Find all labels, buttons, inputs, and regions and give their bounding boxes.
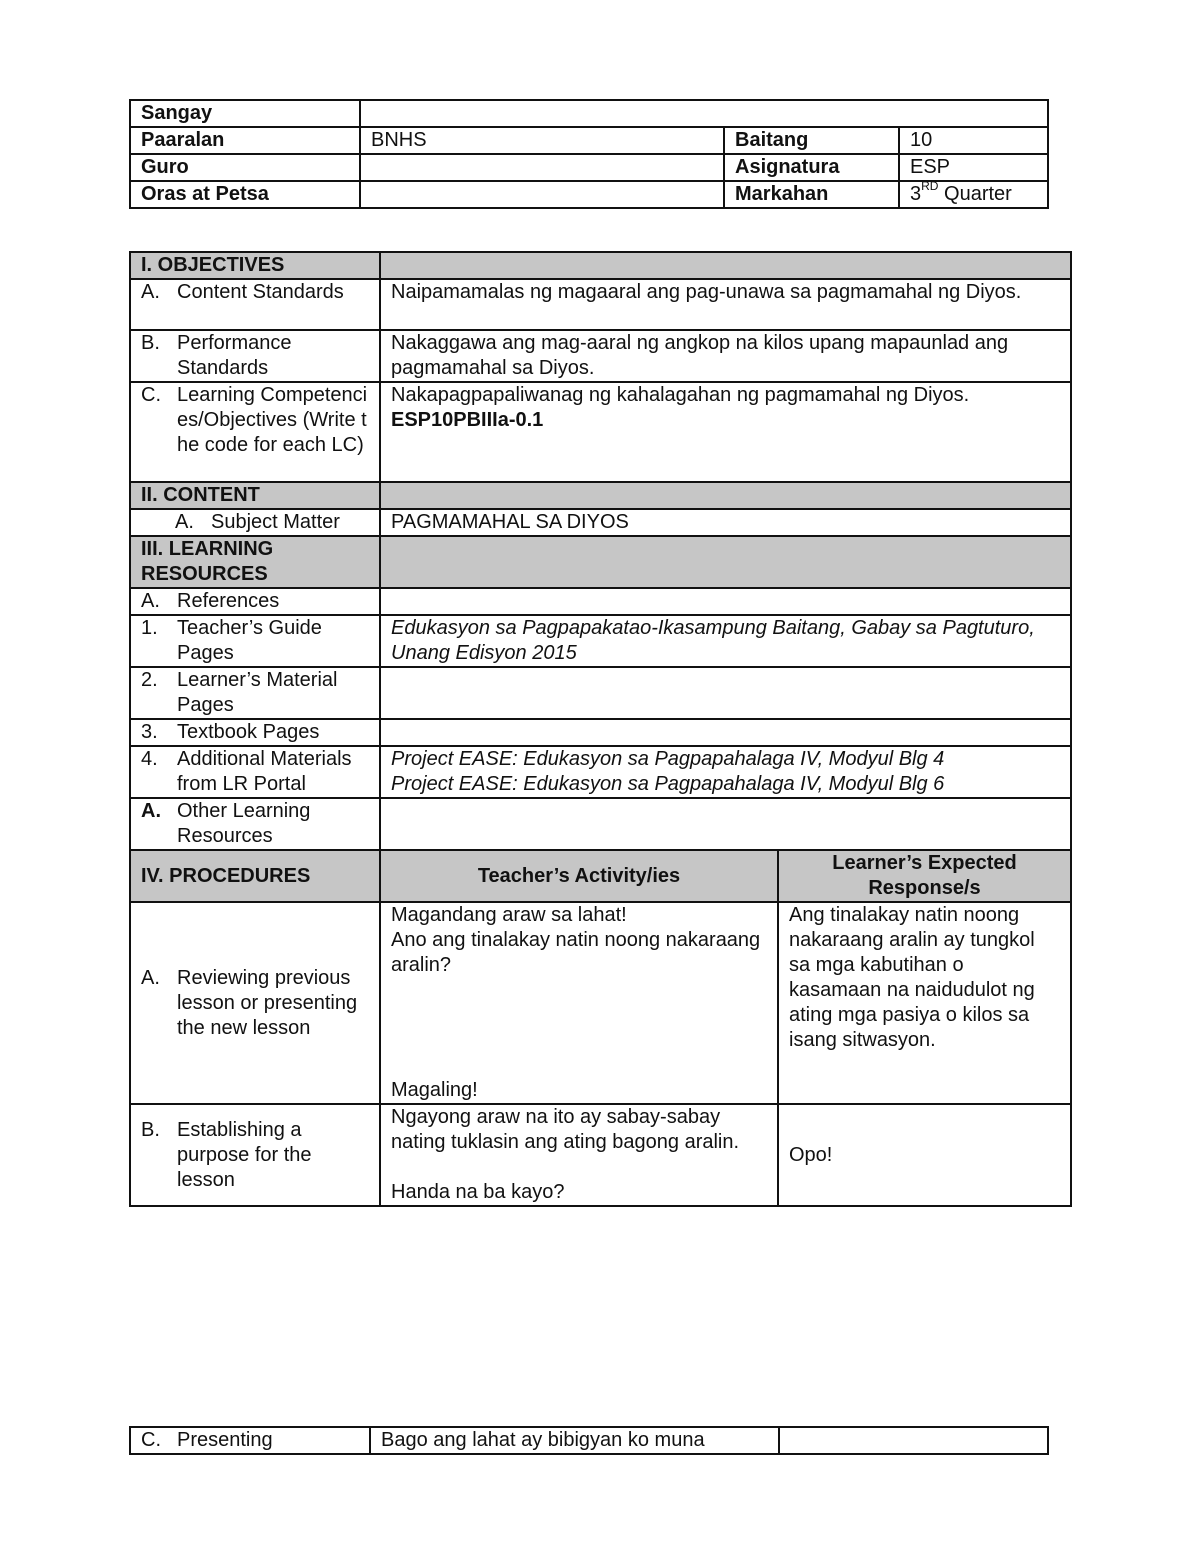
guro-value bbox=[360, 154, 724, 181]
baitang-value: 10 bbox=[899, 127, 1048, 154]
asignatura-label: Asignatura bbox=[724, 154, 899, 181]
guro-label: Guro bbox=[130, 154, 360, 181]
presenting-teacher-activity: Bago ang lahat ay bibigyan ko muna bbox=[370, 1427, 779, 1454]
reviewing-learner-response: Ang tinalakay natin noong nakaraang aralin ay tungkol sa mga kabutihan o kasamaan na naidudulot ng ating mga pasiya o kilos sa isang sitwasyon. bbox=[778, 902, 1071, 1104]
other-resources-label: A. Other Learning Resources bbox=[130, 798, 380, 850]
subject-matter-label: A. Subject Matter bbox=[130, 509, 380, 536]
presenting-label: C. Presenting bbox=[130, 1427, 370, 1454]
competency-code: ESP10PBIIIa-0.1 bbox=[391, 409, 544, 431]
markahan-num: 3 bbox=[910, 183, 922, 205]
textbook-pages-label: 3. Textbook Pages bbox=[130, 719, 380, 746]
learning-competencies-label: C. Learning Competencies/Objectives (Write the code for each LC) bbox=[130, 382, 380, 482]
content-heading: II. CONTENT bbox=[130, 482, 380, 509]
presenting-learner-response bbox=[779, 1427, 1048, 1454]
content-standards-value: Naipamamalas ng magaaral ang pag-unawa sa pagmamahal ng Diyos. bbox=[380, 279, 1071, 330]
oras-value bbox=[360, 181, 724, 208]
teachers-guide-value: Edukasyon sa Pagpapakatao-Ikasampung Baitang, Gabay sa Pagtuturo, Unang Edisyon 2015 bbox=[380, 615, 1071, 667]
establishing-purpose-label: B. Establishing a purpose for the lesson bbox=[130, 1104, 380, 1206]
sangay-value bbox=[360, 100, 1048, 127]
paaralan-label: Paaralan bbox=[130, 127, 360, 154]
learner-response-header: Learner’s Expected Response/s bbox=[778, 850, 1071, 902]
markahan-value bbox=[899, 181, 1048, 208]
learners-material-label: 2. Learner’s Material Pages bbox=[130, 667, 380, 719]
reviewing-teacher-activity: Magandang araw sa lahat! Ano ang tinalakay natin noong nakaraang aralin? Magaling! bbox=[380, 902, 778, 1104]
objectives-heading: I. OBJECTIVES bbox=[130, 252, 380, 279]
additional-materials-value: Project EASE: Edukasyon sa Pagpapahalaga IV, Modyul Blg 4 Project EASE: Edukasyon sa Pagpapahalaga IV, Modyul Blg 6 bbox=[380, 746, 1071, 798]
markahan-rest: Quarter bbox=[938, 183, 1012, 205]
content-standards-label: A. Content Standards bbox=[130, 279, 380, 330]
oras-label: Oras at Petsa bbox=[130, 181, 360, 208]
establishing-learner-response: Opo! bbox=[778, 1104, 1071, 1206]
performance-standards-value: Nakaggawa ang mag-aaral ng angkop na kilos upang mapaunlad ang pagmamahal sa Diyos. bbox=[380, 330, 1071, 382]
additional-materials-label: 4. Additional Materials from LR Portal bbox=[130, 746, 380, 798]
baitang-label: Baitang bbox=[724, 127, 899, 154]
references-label: A. References bbox=[130, 588, 380, 615]
asignatura-value: ESP bbox=[899, 154, 1048, 181]
performance-standards-label: B. Performance Standards bbox=[130, 330, 380, 382]
subject-matter-value: PAGMAMAHAL SA DIYOS bbox=[380, 509, 1071, 536]
markahan-label: Markahan bbox=[724, 181, 899, 208]
markahan-sup: RD bbox=[921, 179, 939, 194]
sangay-label: Sangay bbox=[130, 100, 360, 127]
resources-heading: III. LEARNING RESOURCES bbox=[130, 536, 380, 588]
paaralan-value: BNHS bbox=[360, 127, 724, 154]
reviewing-lesson-label: A. Reviewing previous lesson or presenting the new lesson bbox=[130, 902, 380, 1104]
lesson-plan-table bbox=[129, 251, 1072, 1207]
establishing-teacher-activity: Ngayong araw na ito ay sabay-sabay nating tuklasin ang ating bagong aralin. Handa na ba kayo? bbox=[380, 1104, 778, 1206]
header-table bbox=[129, 99, 1049, 209]
procedures-heading: IV. PROCEDURES bbox=[130, 850, 380, 902]
continued-table bbox=[129, 1426, 1049, 1455]
teacher-activity-header: Teacher’s Activity/ies bbox=[380, 850, 778, 902]
teachers-guide-label: 1. Teacher’s Guide Pages bbox=[130, 615, 380, 667]
learning-competencies-value bbox=[380, 382, 1071, 482]
competency-text: Nakapagpapaliwanag ng kahalagahan ng pagmamahal ng Diyos. bbox=[391, 384, 970, 406]
